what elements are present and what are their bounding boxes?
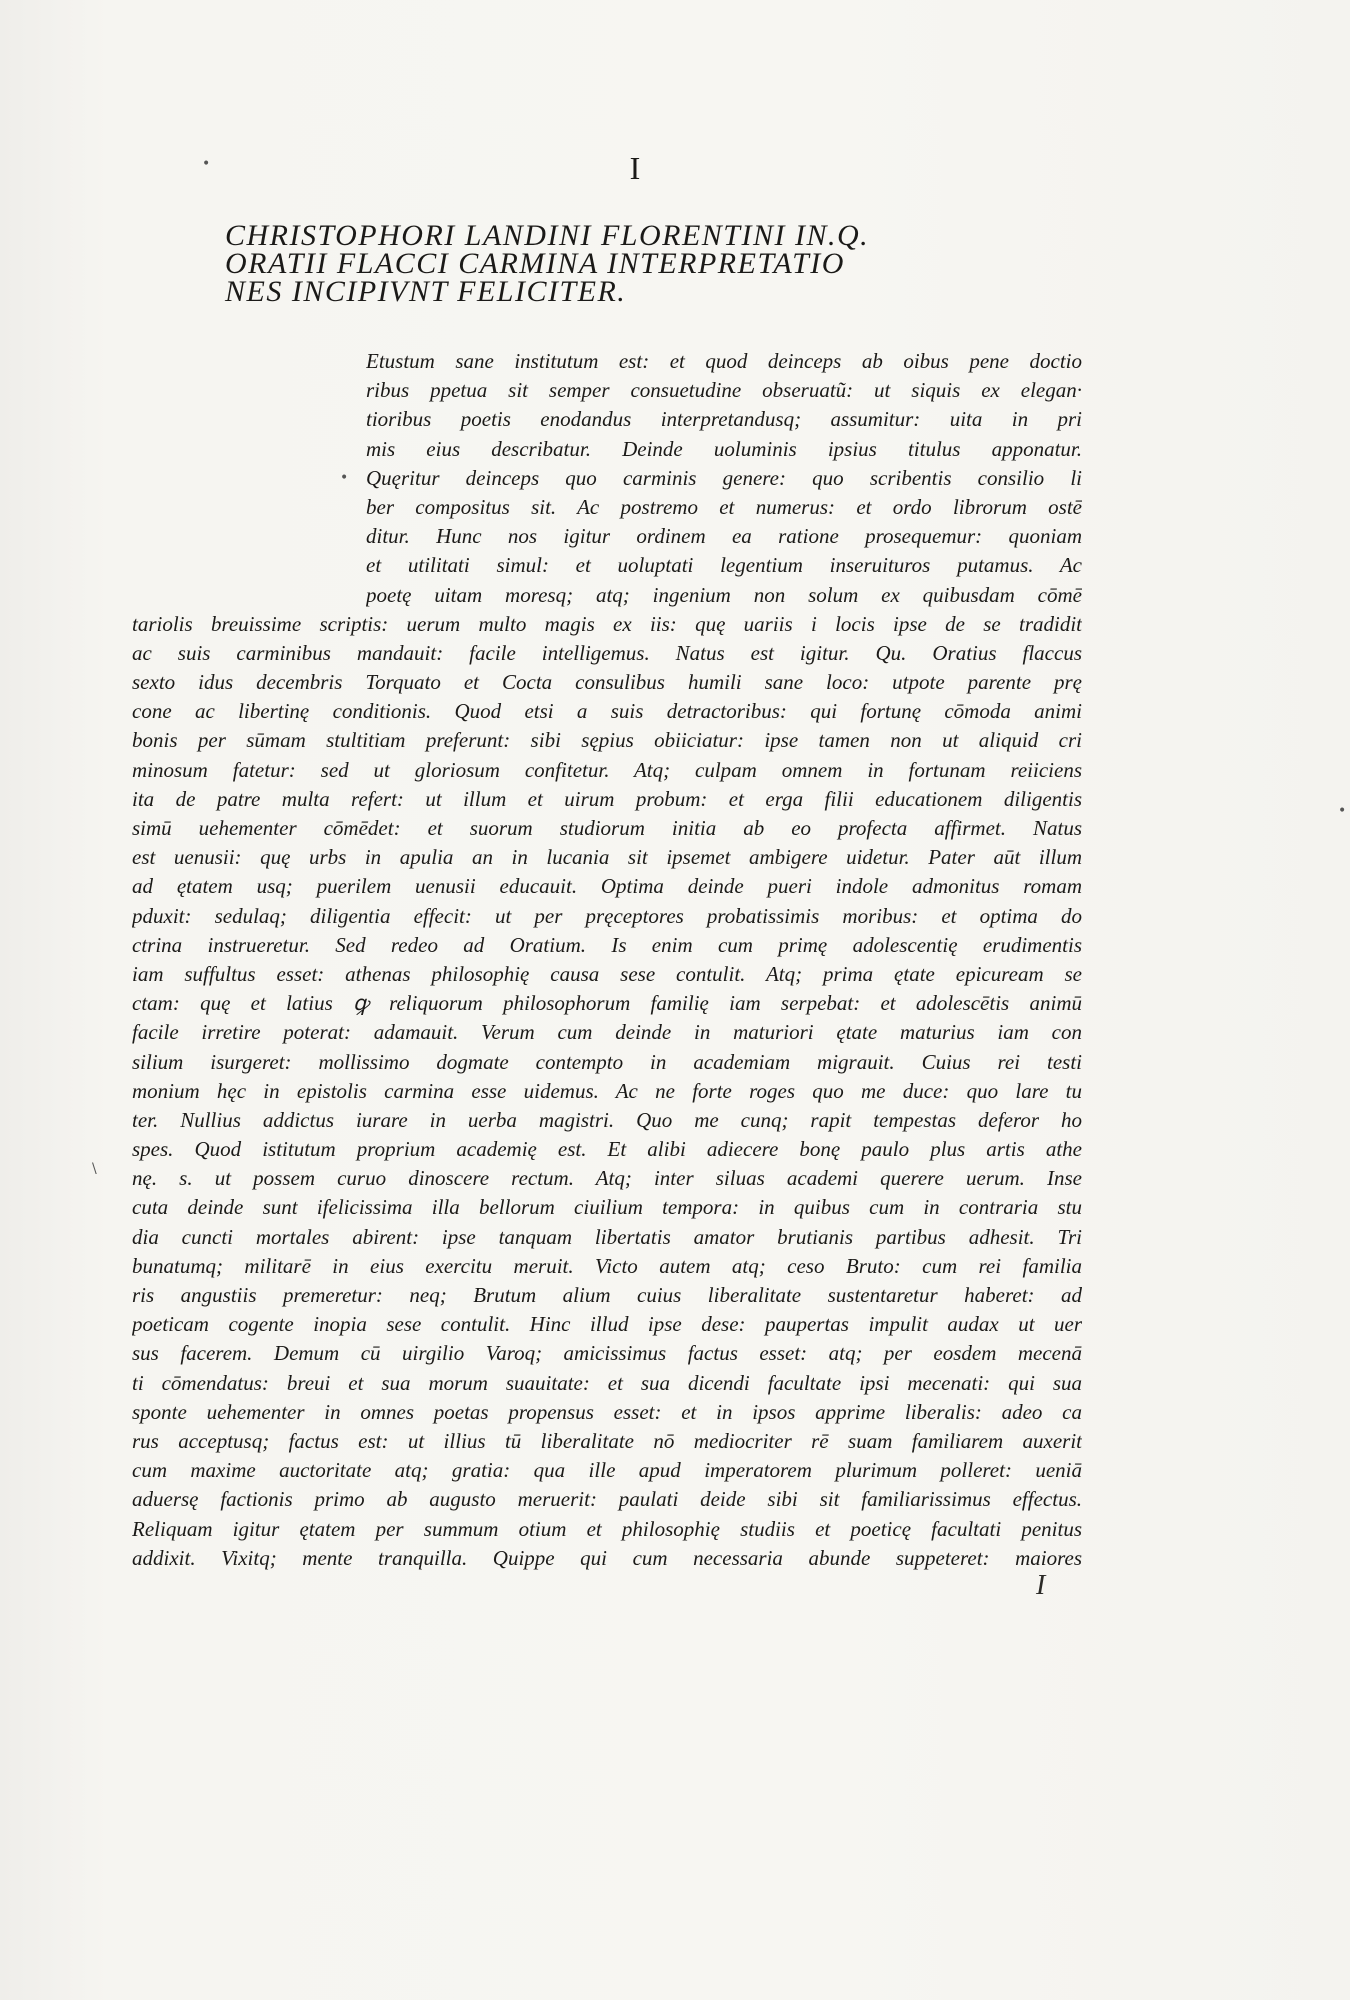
body-line: ad ętatem usq; puerilem uenusii educauit. Optima deinde pueri indole admonitus romam	[132, 874, 1082, 899]
body-line: ber compositus sit. Ac postremo et numerus: et ordo librorum ostē	[366, 494, 1082, 519]
body-text	[132, 347, 1082, 1573]
body-line: iam suffultus esset: athenas philosophię causa sese contulit. Atq; prima ętate epicuream se	[132, 961, 1082, 986]
body-line: addixit. Vixitq; mente tranquilla. Quippe qui cum necessaria abunde suppeteret: maiores	[132, 1545, 1082, 1570]
body-line: spes. Quod istitutum proprium academię est. Et alibi adiecere bonę paulo plus artis athe	[132, 1137, 1082, 1162]
body-line: monium hęc in epistolis carmina esse uidemus. Ac ne forte roges quo me duce: quo lare tu	[132, 1078, 1082, 1103]
body-line: ita de patre multa refert: ut illum et uirum probum: et erga filii educationem diligentis	[132, 786, 1082, 811]
body-line: facile irretire poterat: adamauit. Verum cum deinde in maturiori ętate maturius iam con	[132, 1020, 1082, 1045]
body-line: rus acceptusq; factus est: ut illius tū liberalitate nō mediocriter rē suam familiarem auxerit	[132, 1428, 1082, 1453]
body-line: est uenusii: quę urbs in apulia an in lucania sit ipsemet ambigere uidetur. Pater aūt illum	[132, 845, 1082, 870]
ink-speck: •	[340, 470, 349, 486]
folio-number: I	[629, 150, 641, 186]
ink-speck: •	[202, 156, 211, 172]
body-line: poeticam cogente inopia sese contulit. Hinc illud ipse dese: paupertas impulit audax ut uer	[132, 1312, 1082, 1337]
ink-speck: •	[1338, 803, 1347, 819]
body-line: sexto idus decembris Torquato et Cocta consulibus humili sane loco: utpote parente prę	[132, 670, 1082, 695]
body-line: simū uehementer cōmēdet: et suorum studiorum initia ab eo profecta affirmet. Natus	[132, 816, 1082, 840]
body-line: tioribus poetis enodandus interpretandusq; assumitur: uita in pri	[366, 407, 1082, 432]
body-line: ris angustiis premeretur: neq; Brutum alium cuius liberalitate sustentaretur haberet: ad	[132, 1283, 1082, 1307]
body-line: Quęritur deinceps quo carminis genere: quo scribentis consilio li	[366, 465, 1082, 490]
signature-mark: I	[1036, 1570, 1046, 1601]
body-line: silium isurgeret: mollissimo dogmate contempto in academiam migrauit. Cuius rei testi	[132, 1049, 1082, 1074]
body-line: ribus ppetua sit semper consuetudine obseruatũ: ut siquis ex elegan·	[366, 378, 1082, 403]
body-line: dia cuncti mortales abirent: ipse tanquam libertatis amator brutianis partibus adhesit. Tri	[132, 1224, 1082, 1249]
body-line: cone ac libertinę conditionis. Quod etsi a suis detractoribus: qui fortunę cōmoda animi	[132, 699, 1082, 724]
incipit-heading	[225, 219, 985, 308]
ink-speck: \	[92, 1161, 97, 1177]
body-line: mis eius describatur. Deinde uoluminis ipsius titulus apponatur.	[366, 436, 1082, 461]
body-line: bonis per sūmam stultitiam preferunt: sibi sępius obiiciatur: ipse tamen non ut aliquid cri	[132, 728, 1082, 753]
body-line: ditur. Hunc nos igitur ordinem ea ratione prosequemur: quoniam	[366, 524, 1082, 549]
heading-line: ORATII FLACCI CARMINA INTERPRETATIO	[225, 247, 845, 280]
body-line: ti cōmendatus: breui et sua morum suauitate: et sua dicendi facultate ipsi mecenati: qui sua	[132, 1370, 1082, 1395]
body-line: poetę uitam moresq; atq; ingenium non solum ex quibusdam cōmē	[366, 582, 1082, 607]
heading-line: NES INCIPIVNT FELICITER.	[225, 275, 627, 308]
body-line: et utilitati simul: et uoluptati legentium inseruituros putamus. Ac	[366, 553, 1082, 578]
body-line: cuta deinde sunt ifelicissima illa bellorum ciuilium tempora: in quibus cum in contraria stu	[132, 1195, 1082, 1220]
body-line: ctrina instrueretur. Sed redeo ad Oratium. Is enim cum primę adolescentię erudimentis	[132, 932, 1082, 957]
body-line: cum maxime auctoritate atq; gratia: qua ille apud imperatorem plurimum polleret: ueniā	[132, 1458, 1082, 1483]
body-line: bunatumq; militarē in eius exercitu meruit. Victo autem atq; ceso Bruto: cum rei familia	[132, 1253, 1082, 1278]
heading-line: CHRISTOPHORI LANDINI FLORENTINI IN.Q.	[225, 219, 870, 252]
body-line: sponte uehementer in omnes poetas propensus esset: et in ipsos apprime liberalis: adeo ca	[132, 1399, 1082, 1424]
body-line: nę. s. ut possem curuo dinoscere rectum. Atq; inter siluas academi querere uerum. Inse	[132, 1166, 1082, 1191]
body-line: tariolis breuissime scriptis: uerum multo magis ex iis: quę uariis i locis ipse de se tradidit	[132, 611, 1082, 636]
body-line: ac suis carminibus mandauit: facile intelligemus. Natus est igitur. Qu. Oratius flaccus	[132, 640, 1082, 665]
body-line: aduersę factionis primo ab augusto meruerit: paulati deide sibi sit familiarissimus effectus.	[132, 1487, 1082, 1512]
body-line: ctam: quę et latius ꝙ reliquorum philosophorum familię iam serpebat: et adolescētis animū	[132, 991, 1082, 1016]
body-line: ter. Nullius addictus iurare in uerba magistri. Quo me cunq; rapit tempestas deferor ho	[132, 1107, 1082, 1132]
body-line: minosum fatetur: sed ut gloriosum confitetur. Atq; culpam omnem in fortunam reiiciens	[132, 757, 1082, 782]
body-line: Etustum sane institutum est: et quod deinceps ab oibus pene doctio	[366, 349, 1082, 373]
body-line: pduxit: sedulaq; diligentia effecit: ut per pręceptores probatissimis moribus: et optima do	[132, 903, 1082, 928]
body-line: Reliquam igitur ętatem per summum otium et philosophię studiis et poeticę facultati penitus	[132, 1516, 1082, 1541]
body-line: sus facerem. Demum cū uirgilio Varoq; amicissimus factus esset: atq; per eosdem mecenā	[132, 1341, 1082, 1366]
